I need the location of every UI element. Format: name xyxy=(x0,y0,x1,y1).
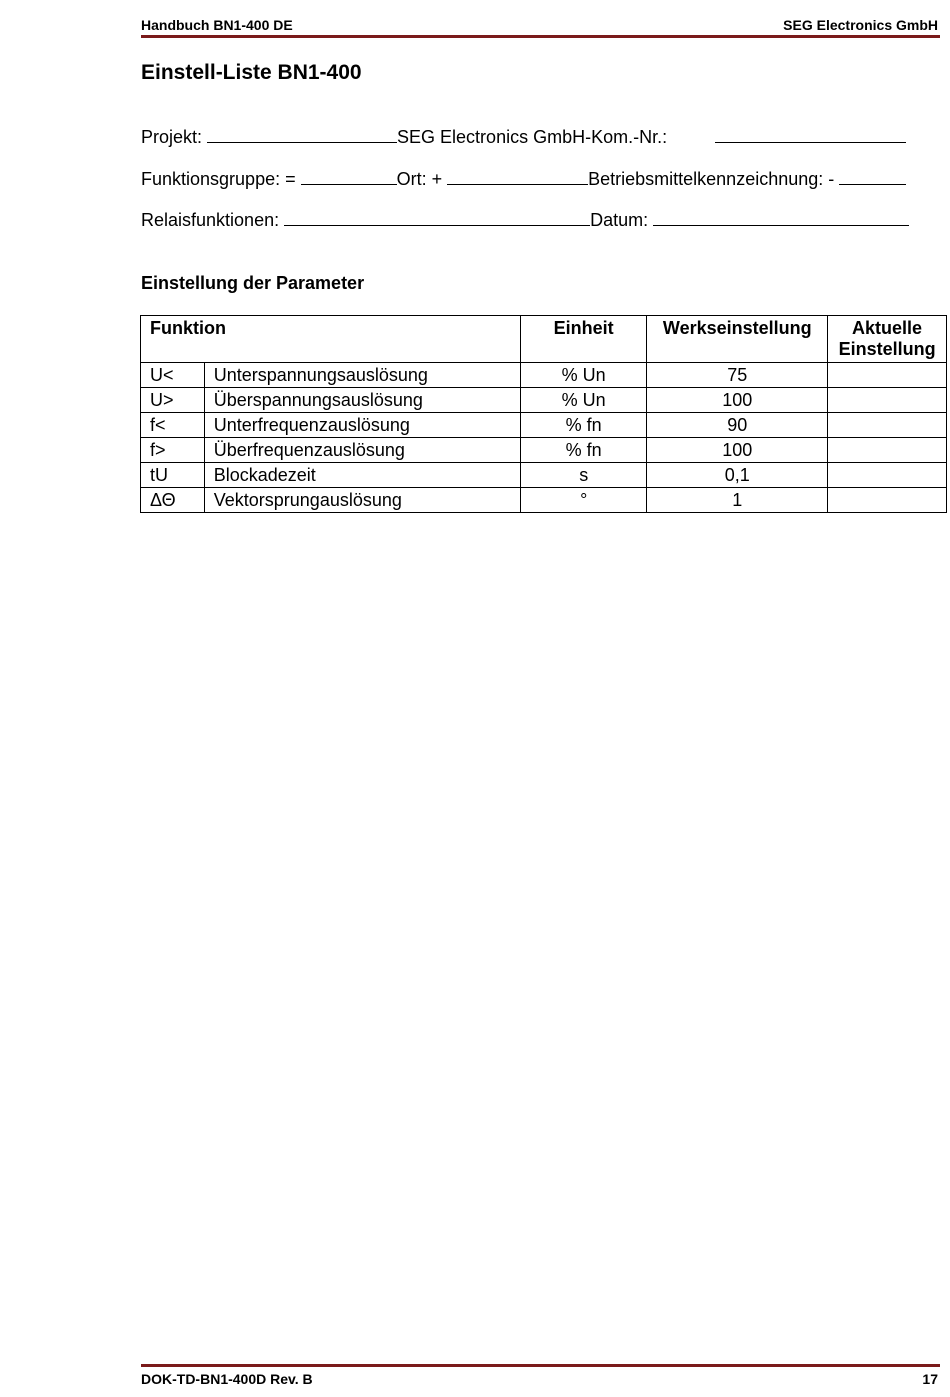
header-werkseinstellung: Werkseinstellung xyxy=(647,316,828,363)
table-row xyxy=(141,438,947,463)
header-aktuelle-einstellung xyxy=(828,316,947,363)
projekt-label: Projekt: xyxy=(141,127,203,147)
row-default: 90 xyxy=(647,413,828,438)
betriebsmittel-field[interactable] xyxy=(839,170,906,185)
ort-label: Ort: + xyxy=(396,169,443,189)
row-default: 1 xyxy=(647,488,828,513)
relaisfunktionen-label: Relaisfunktionen: xyxy=(141,210,280,230)
ort-field[interactable] xyxy=(447,170,588,185)
datum-label: Datum: xyxy=(590,210,649,230)
footer-rule xyxy=(141,1364,940,1367)
form-line-relaisfunktionen xyxy=(141,210,909,231)
row-description: Überspannungsauslösung xyxy=(204,388,520,413)
header-einheit: Einheit xyxy=(520,316,646,363)
header-rule xyxy=(141,35,940,38)
komnr-field[interactable] xyxy=(715,128,906,143)
row-current[interactable] xyxy=(828,488,947,513)
header-manual-title: Handbuch BN1-400 DE xyxy=(141,17,293,33)
row-symbol: f< xyxy=(141,413,205,438)
row-current[interactable] xyxy=(828,413,947,438)
document-title: Einstell-Liste BN1-400 xyxy=(141,61,362,84)
funktionsgruppe-label: Funktionsgruppe: = xyxy=(141,169,296,189)
row-description: Vektorsprungauslösung xyxy=(204,488,520,513)
row-unit: % fn xyxy=(520,413,646,438)
row-symbol: U< xyxy=(141,363,205,388)
table-row xyxy=(141,388,947,413)
parameter-table xyxy=(140,315,947,513)
komnr-label: SEG Electronics GmbH-Kom.-Nr.: xyxy=(397,127,668,147)
row-description: Überfrequenzauslösung xyxy=(204,438,520,463)
datum-field[interactable] xyxy=(653,211,909,226)
relaisfunktionen-field[interactable] xyxy=(284,211,590,226)
row-current[interactable] xyxy=(828,388,947,413)
row-current[interactable] xyxy=(828,438,947,463)
table-row xyxy=(141,463,947,488)
table-header-row xyxy=(141,316,947,363)
page-header xyxy=(141,15,938,35)
row-symbol: f> xyxy=(141,438,205,463)
header-aktuelle-line1: Aktuelle xyxy=(852,318,923,338)
betriebsmittel-label: Betriebsmittelkennzeichnung: - xyxy=(588,169,835,189)
row-default: 100 xyxy=(647,388,828,413)
form-line-funktionsgruppe xyxy=(141,169,906,190)
row-unit: % Un xyxy=(520,363,646,388)
header-funktion: Funktion xyxy=(141,316,521,363)
header-aktuelle-line2: Einstellung xyxy=(838,339,936,359)
table-row xyxy=(141,363,947,388)
row-default: 0,1 xyxy=(647,463,828,488)
form-line-projekt xyxy=(141,127,906,148)
footer-document-id: DOK-TD-BN1-400D Rev. B xyxy=(141,1371,313,1387)
row-unit: s xyxy=(520,463,646,488)
row-default: 100 xyxy=(647,438,828,463)
table-row xyxy=(141,413,947,438)
row-current[interactable] xyxy=(828,363,947,388)
row-current[interactable] xyxy=(828,463,947,488)
row-symbol: tU xyxy=(141,463,205,488)
table-row xyxy=(141,488,947,513)
page-number: 17 xyxy=(922,1371,938,1387)
funktionsgruppe-field[interactable] xyxy=(301,170,397,185)
row-symbol: U> xyxy=(141,388,205,413)
row-unit: ° xyxy=(520,488,646,513)
row-description: Unterfrequenzauslösung xyxy=(204,413,520,438)
row-symbol: ΔΘ xyxy=(141,488,205,513)
row-unit: % Un xyxy=(520,388,646,413)
row-description: Unterspannungsauslösung xyxy=(204,363,520,388)
row-default: 75 xyxy=(647,363,828,388)
page-footer xyxy=(141,1369,938,1389)
projekt-field[interactable] xyxy=(207,128,397,143)
section-title: Einstellung der Parameter xyxy=(141,273,365,293)
header-company: SEG Electronics GmbH xyxy=(783,17,938,33)
row-unit: % fn xyxy=(520,438,646,463)
row-description: Blockadezeit xyxy=(204,463,520,488)
